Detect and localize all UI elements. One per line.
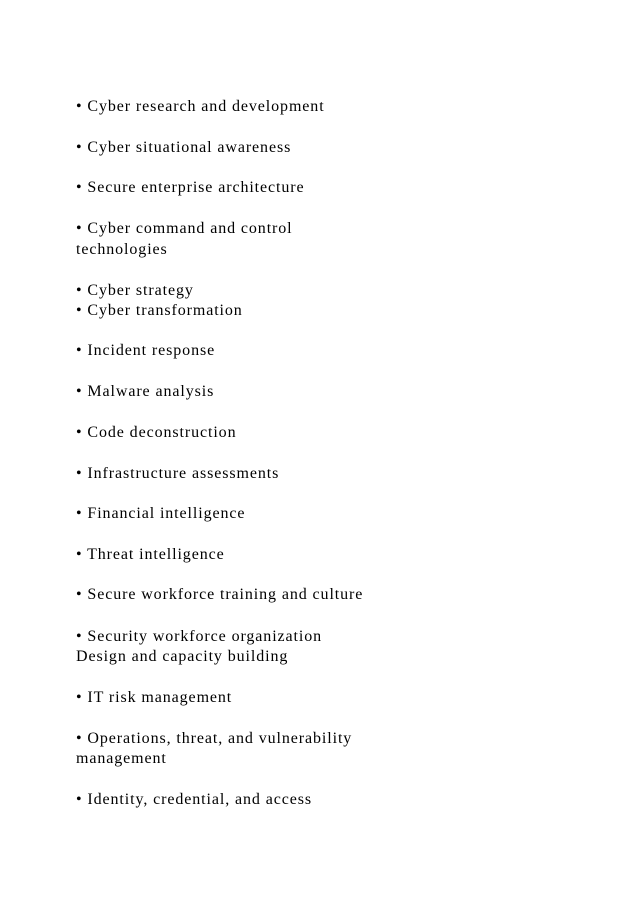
list-item: • Incident response (76, 342, 216, 359)
list-item: • Infrastructure assessments (76, 465, 280, 482)
list-item: • Threat intelligence (76, 546, 225, 563)
list-item: • Operations, threat, and vulnerability (76, 730, 353, 747)
list-item: • Cyber command and control (76, 220, 293, 237)
list-item: • Identity, credential, and access (76, 791, 312, 808)
list-item: • Cyber research and development (76, 98, 325, 115)
list-item: • IT risk management (76, 689, 233, 706)
list-item: • Code deconstruction (76, 424, 237, 441)
list-item: • Secure enterprise architecture (76, 179, 305, 196)
list-item-continuation: management (76, 750, 167, 767)
list-item: • Malware analysis (76, 383, 215, 400)
list-item: • Security workforce organization (76, 628, 323, 645)
list-item-continuation: Design and capacity building (76, 648, 289, 665)
list-item: • Cyber situational awareness (76, 139, 292, 156)
list-item: • Secure workforce training and culture (76, 586, 364, 603)
list-item: • Cyber strategy (76, 282, 194, 299)
list-item: • Cyber transformation (76, 302, 243, 319)
list-item-continuation: technologies (76, 241, 168, 258)
list-item: • Financial intelligence (76, 505, 246, 522)
